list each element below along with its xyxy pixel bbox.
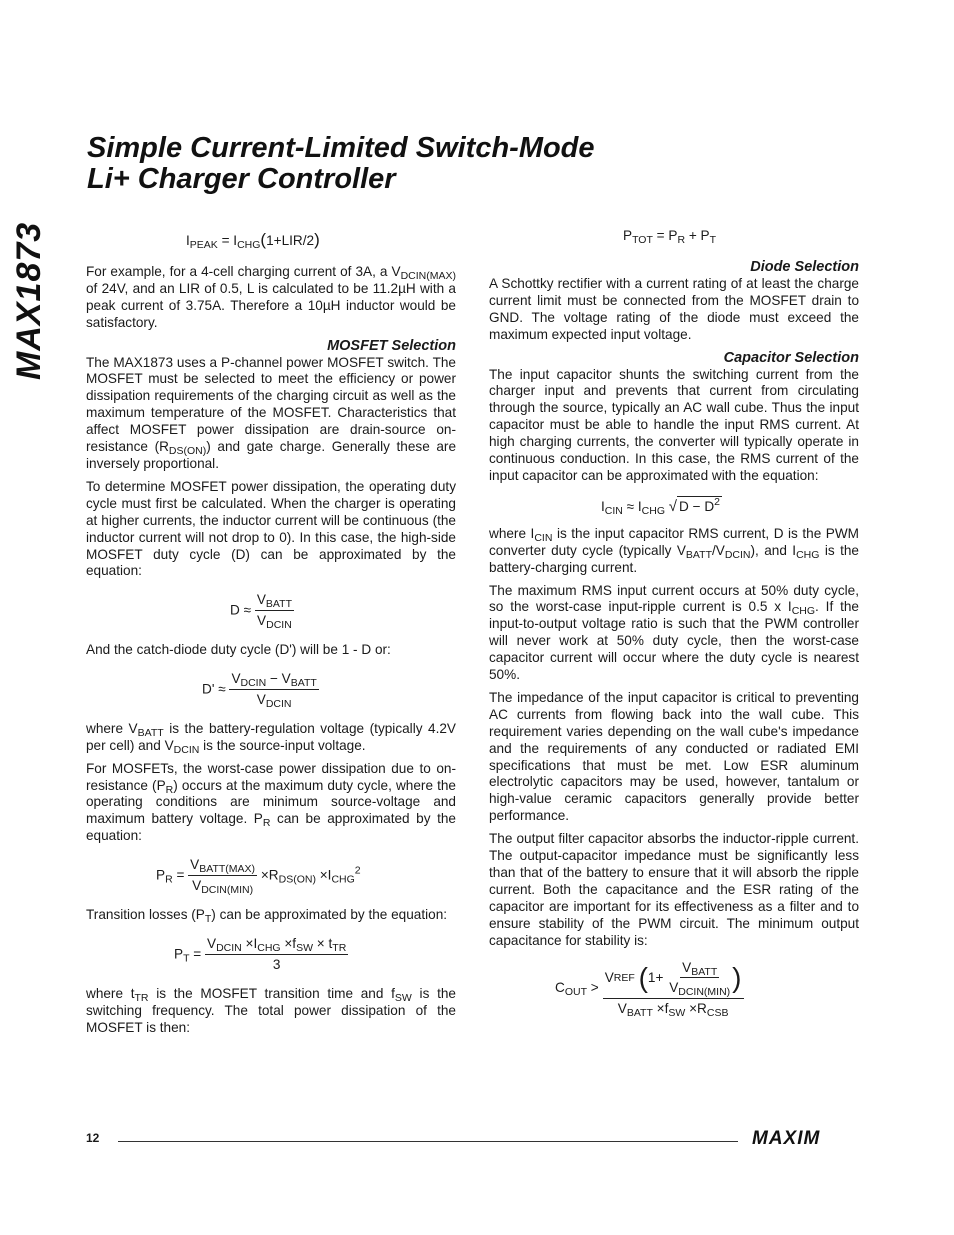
paragraph-duty-cycle: To determine MOSFET power dissipation, the operating duty cycle must first be calculated. When the charger is operating at higher currents, the inductor current will be continuous (the inductor current will not drop to 0). In this case, the high-side MOSFET duty cycle (D) can be approximated by the equation: [86, 478, 456, 579]
paragraph-mosfet-intro: The MAX1873 uses a P-channel power MOSFET switch. The MOSFET must be selected to meet the efficiency or power dissipation requirements of the charging circuit as well as the maximum temperature of the MOSFET. Characteristics that affect MOSFET power dissipation are drain-source on-resistance $(R_{DS(ON)})$ and gate charge. Generally these are inversely proportional. [86, 354, 457, 471]
paragraph-max-rms: The maximum RMS input current occurs at 50% duty cycle, so the worst-case input-ripple current is 0.5 x $I_{CHG}$. If the input-to-output voltage ratio is such that the PWM controller will never work at 50% duty cycle, then the worst-case capacitor current will occur where the duty cycle is nearest 50%. [489, 582, 859, 683]
footer-rule [118, 1141, 738, 1142]
paragraph-inductor-example: For example, for a 4-cell charging current of 3A, a $V_{DCIN(MAX)}$ of 24V, and an LIR of 0.5, L is calculated to be 11.2µH with a peak current of 3.75A. Therefore a 10µH inductor would be satisfactory. [86, 263, 456, 330]
heading-mosfet-selection: MOSFET Selection [327, 337, 456, 354]
paragraph-transition-losses: Transition losses $(P_T)$ can be approximated by the equation: [86, 907, 448, 925]
equation-cout: $C_{OUT}$ > V REF ( 1+ $\frac{V_{BATT}}{V_{DCIN(MIN)}}$ ) $V_{BATT} \times f_{SW} \times R_{CSB}$ [555, 959, 742, 1020]
side-part-number: MAX1873 [10, 221, 48, 380]
equation-pt: $P_T$ = $\frac{V_{DCIN} \times I_{CHG} \times f_{SW} \times t_{TR}}{3}$ [174, 935, 347, 972]
paragraph-impedance: The impedance of the input capacitor is critical to preventing AC currents from flowing back into the wall cube. This requirement varies depending on the wall cube's impedance and the requirements of any conducted or radiated EMI specifications that must be met. Low ESR aluminum electrolytic capacitors may be used, however, tantalum or high-value ceramic capacitors generally provide better performance. [489, 689, 859, 824]
heading-diode-selection: Diode Selection [750, 258, 859, 275]
maxim-logo-text: MAXIM [752, 1128, 821, 1148]
right-column [489, 226, 859, 1018]
heading-capacitor-selection: Capacitor Selection [723, 349, 859, 366]
paragraph-ttr-def: where $t_{TR}$ is the MOSFET transition time and $f_{SW}$ is the switching frequency. The total power dissipation of the MOSFET is then: [86, 985, 456, 1035]
maxim-logo [750, 1128, 860, 1153]
equation-d-prime: D' ≈ $\frac{V_{DCIN} - V_{BATT}}{V_{DCIN}}$ [202, 671, 317, 710]
paragraph-catch-diode: And the catch-diode duty cycle (D') will be 1 - D or: [86, 642, 391, 658]
equation-icin: $I_{CIN} \approx I_{CHG}$ √ $D - D^2$ [601, 495, 721, 517]
paragraph-diode: A Schottky rectifier with a current rating of at least the charge current limit must be connected from the MOSFET drain to GND. The voltage rating of the diode must exceed the maximum expected input voltage. [489, 275, 859, 342]
page-title [87, 133, 787, 195]
left-column [86, 226, 456, 1042]
paragraph-on-resistance: For MOSFETs, the worst-case power dissipation due to on-resistance $(P_R)$ occurs at the maximum duty cycle, where the operating conditions are minimum source-voltage and maximum battery voltage. $P_R$ can be approximated by the equation: [86, 760, 456, 844]
paragraph-vbatt-def: where $V_{BATT}$ is the battery-regulation voltage (typically 4.2V per cell) and $V_{DCIN}$ is the source-input voltage. [86, 720, 456, 756]
paragraph-icin-def: where $I_{CIN}$ is the input capacitor RMS current, D is the PWM converter duty cycle (typically $V_{BATT}/V_{DCIN}$), and $I_{CHG}$ is the battery-charging current. [489, 525, 859, 575]
paragraph-output-capacitor: The output filter capacitor absorbs the inductor-ripple current. The output-capacitor impedance must be significantly less than that of the battery to ensure that it will absorb the ripple current. Both the capacitance and the ESR rating of the capacitor are important for its effectiveness as a filter and to ensure stability of the PWM circuit. The minimum output capacitance for stability is: [489, 831, 859, 948]
equation-ptot: $P_{TOT} = P_R + P_T$ [623, 228, 717, 246]
equation-ipeak: $I_{PEAK} = I_{CHG}(1+LIR/2)$ [186, 230, 320, 251]
equation-d: D ≈ $\frac{V_{BATT}}{V_{DCIN}}$ [230, 592, 292, 632]
equation-pr: $P_R$ = $\frac{V_{BATT(MAX)}}{V_{DCIN(MIN)}}$ $\times R_{DS(ON)} \times I_{CHG}^2$ [156, 857, 361, 897]
title-line-2: Li+ Charger Controller [87, 163, 396, 195]
page-number: 12 [86, 1131, 100, 1145]
maxim-logo-mark [750, 1128, 860, 1148]
paragraph-input-capacitor: The input capacitor shunts the switching current from the charger input and prevents that current from circulating through the source, typically an AC wall cube. Thus the input capacitor must be able to handle the input RMS current. At high charging currents, the converter will typically operate in continuous conduction. In this case, the RMS current of the input capacitor can be approximated with the equation: [489, 366, 859, 483]
title-line-1: Simple Current-Limited Switch-Mode [87, 132, 595, 164]
